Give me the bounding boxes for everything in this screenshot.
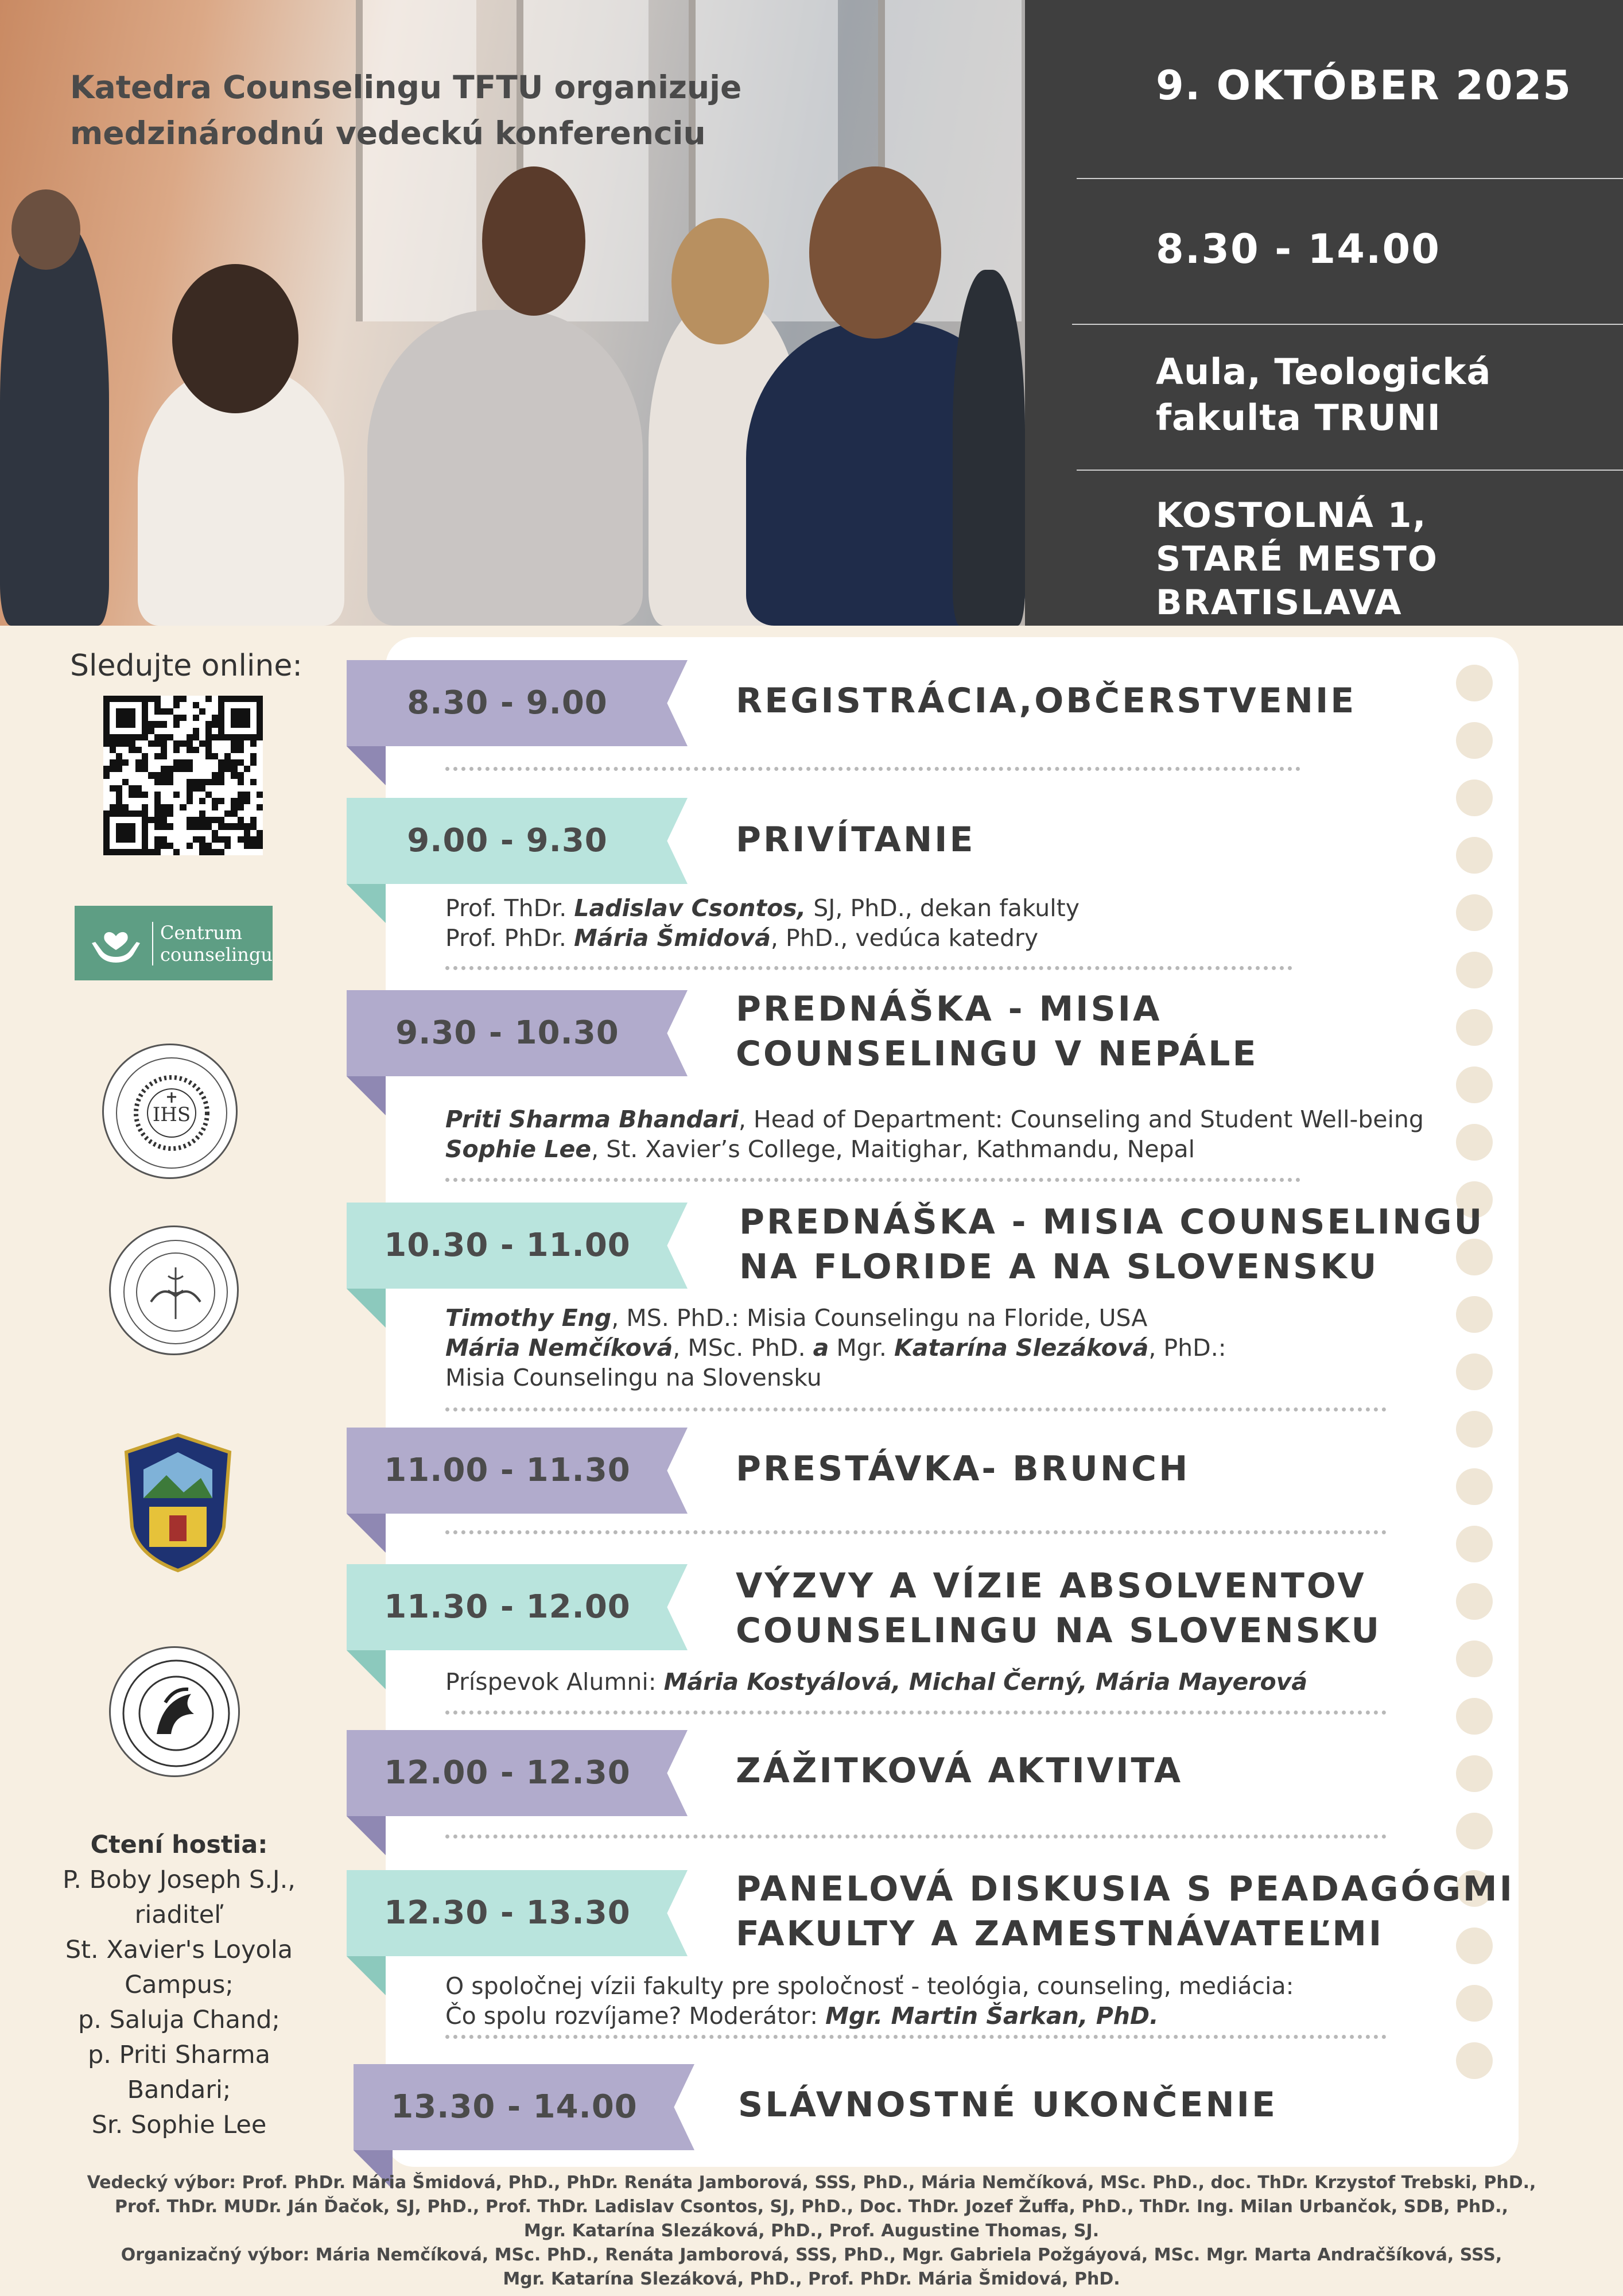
dotted-divider	[445, 767, 1300, 771]
committees-footer	[57, 2171, 1566, 2291]
slot-title-line: FAKULTY A ZAMESTNÁVATEĽMI	[736, 1914, 1384, 1954]
person-head	[172, 264, 298, 413]
time-tab	[347, 990, 688, 1076]
person-head	[482, 166, 585, 316]
detail-line	[445, 923, 1080, 953]
detail-text: , St. Xavier’s College, Maitighar, Kathmandu, Nepal	[591, 1135, 1195, 1163]
footer-line: Mgr. Katarína Slezáková, PhD., Prof. Augustine Thomas, SJ.	[523, 2221, 1100, 2241]
time-tab	[347, 1564, 688, 1650]
slot-title	[736, 1446, 1190, 1491]
notebook-dot	[1456, 2042, 1493, 2079]
divider	[1077, 470, 1623, 471]
slot-title	[736, 678, 1356, 723]
person-head	[11, 189, 80, 270]
slot-time: 9.30 - 10.30	[395, 1014, 619, 1052]
venue-line-1: Aula, Teologická	[1156, 351, 1492, 393]
detail-text: Mária Nemčíková	[445, 1334, 673, 1362]
slot-title-line: PRESTÁVKA- BRUNCH	[736, 1449, 1190, 1489]
detail-line	[445, 1667, 1307, 1697]
slot-title-line: SLÁVNOSTNÉ UKONČENIE	[738, 2085, 1278, 2125]
notebook-dot	[1456, 894, 1493, 931]
divider	[1077, 178, 1623, 179]
address-line-2: STARÉ MESTO	[1156, 539, 1438, 579]
notebook-dot	[1456, 1813, 1493, 1849]
time-tab	[347, 798, 688, 884]
footer-line: Vedecký výbor: Prof. PhDr. Mária Šmidová, PhD., PhDr. Renáta Jamborová, SSS, PhD., Mária Nemčíková, MSc. PhD., doc. ThDr. Krzystof Trebski, PhD.,	[87, 2173, 1536, 2193]
slot-title-line: PANELOVÁ DISKUSIA S PEADAGÓGMI	[736, 1869, 1515, 1909]
detail-text: Prof. PhDr.	[445, 924, 574, 952]
slot-details	[445, 1104, 1424, 1164]
notebook-dot	[1456, 1698, 1493, 1735]
guest-line: riaditeľ	[134, 1901, 224, 1929]
detail-text: Katarína Slezáková	[894, 1334, 1149, 1362]
centrum-counselingu-logo	[75, 906, 273, 980]
college-shield-icon	[115, 1429, 241, 1576]
event-time: 8.30 - 14.00	[1156, 226, 1440, 273]
detail-line	[445, 1134, 1424, 1164]
conference-intro	[70, 64, 873, 156]
detail-text: Sophie Lee	[445, 1135, 592, 1163]
detail-text: Ladislav Csontos,	[574, 894, 806, 922]
slot-title-line: COUNSELINGU NA SLOVENSKU	[736, 1611, 1382, 1651]
slot-title	[736, 1564, 1381, 1653]
time-tab	[347, 1870, 688, 1956]
slot-time: 13.30 - 14.00	[391, 2088, 638, 2126]
slot-title	[736, 817, 976, 862]
detail-text: Mgr.	[829, 1334, 894, 1362]
slot-details	[445, 1303, 1226, 1393]
guest-line: p. Priti Sharma	[88, 2041, 270, 2069]
guest-line: p. Saluja Chand;	[77, 2006, 281, 2034]
slot-details	[445, 893, 1080, 953]
detail-text: a	[813, 1334, 829, 1362]
time-tab	[354, 2064, 694, 2150]
guest-line: St. Xavier's Loyola	[65, 1936, 293, 1964]
detail-line: Misia Counselingu na Slovensku	[445, 1364, 822, 1391]
event-venue	[1156, 349, 1491, 441]
slot-title-line: VÝZVY A VÍZIE ABSOLVENTOV	[736, 1566, 1366, 1606]
person-head	[809, 166, 941, 339]
slot-time: 9.00 - 9.30	[407, 822, 608, 859]
footer-line: Mgr. Katarína Slezáková, PhD., Prof. PhDr. Mária Šmidová, PhD.	[503, 2269, 1120, 2289]
notebook-dot	[1456, 952, 1493, 988]
notebook-dot	[1456, 1985, 1493, 2022]
time-tab	[347, 660, 688, 746]
event-info-panel	[1025, 0, 1623, 626]
notebook-dot	[1456, 1640, 1493, 1677]
healing-hands-icon	[111, 1227, 240, 1357]
notebook-dot	[1456, 1066, 1493, 1103]
notebook-dot	[1456, 1468, 1493, 1505]
detail-text: Priti Sharma Bhandari	[445, 1106, 739, 1133]
window-pane	[356, 0, 476, 321]
notebook-dot	[1456, 722, 1493, 759]
slot-title-line: PREDNÁŠKA - MISIA COUNSELINGU	[739, 1202, 1485, 1242]
university-central-florida-seal	[109, 1646, 240, 1777]
notebook-dot	[1456, 1755, 1493, 1792]
guest-line: Campus;	[125, 1971, 234, 1999]
slot-details	[445, 1667, 1307, 1697]
detail-text: Mgr. Martin Šarkan, PhD.	[825, 2002, 1159, 2030]
detail-text: SJ, PhD., dekan fakulty	[806, 894, 1080, 922]
slot-time: 12.00 - 12.30	[384, 1754, 631, 1791]
slot-title-line: PRIVÍTANIE	[736, 820, 976, 860]
detail-text: , Head of Department: Counseling and Student Well-being	[738, 1106, 1424, 1133]
centrum-logo-text	[152, 922, 273, 965]
slot-title-line: COUNSELINGU V NEPÁLE	[736, 1034, 1259, 1074]
detail-text: Prof. ThDr.	[445, 894, 574, 922]
dotted-divider	[445, 1711, 1387, 1715]
detail-text: , MSc. PhD.	[673, 1334, 813, 1362]
detail-line	[445, 1104, 1424, 1134]
notebook-dot	[1456, 665, 1493, 701]
dotted-divider	[445, 1835, 1387, 1839]
slot-time: 10.30 - 11.00	[384, 1227, 631, 1264]
notebook-dot	[1456, 1411, 1493, 1448]
detail-text: , PhD., vedúca katedry	[770, 924, 1039, 952]
university-trnava-seal	[102, 1044, 238, 1179]
dotted-divider	[445, 1407, 1387, 1411]
slot-time: 8.30 - 9.00	[407, 684, 608, 722]
person-silhouette	[953, 270, 1025, 626]
notebook-dot	[1456, 1009, 1493, 1046]
notebook-dot	[1456, 1583, 1493, 1620]
intro-line-2: medzinárodnú vedeckú konferenciu	[70, 115, 706, 152]
slot-title-line: REGISTRÁCIA,OBČERSTVENIE	[736, 681, 1357, 721]
detail-text: , PhD.:	[1148, 1334, 1226, 1362]
detail-line	[445, 2001, 1294, 2031]
notebook-dot	[1456, 837, 1493, 874]
slot-title	[739, 1200, 1484, 1289]
dotted-divider	[445, 966, 1292, 970]
detail-text: , MS. PhD.: Misia Counselingu na Floride, USA	[611, 1304, 1148, 1332]
qr-code[interactable]	[103, 696, 263, 855]
slot-title	[736, 1748, 1183, 1793]
detail-line	[445, 1333, 1226, 1363]
ihs-sunburst-icon	[104, 1045, 239, 1181]
slot-title	[736, 1867, 1515, 1956]
event-address	[1156, 494, 1438, 625]
intro-line-1: Katedra Counselingu TFTU organizuje	[70, 69, 742, 106]
guests-title: Ctení hostia:	[90, 1830, 268, 1859]
dotted-divider	[445, 2035, 1387, 2039]
pegasus-icon	[111, 1648, 242, 1779]
time-tab	[347, 1730, 688, 1816]
notebook-dot	[1456, 1296, 1493, 1333]
venue-line-2: fakulta TRUNI	[1156, 397, 1441, 439]
online-label: Sledujte online:	[70, 649, 302, 683]
dotted-divider	[445, 1178, 1300, 1182]
detail-text: Príspevok Alumni:	[445, 1668, 664, 1696]
event-date: 9. OKTÓBER 2025	[1156, 62, 1572, 109]
footer-line: Prof. ThDr. MUDr. Ján Ďačok, SJ, PhD., Prof. ThDr. Ladislav Csontos, SJ, PhD., Doc. ThDr. Jozef Žuffa, PhD., ThDr. Ing. Milan Urbančok, SDB, PhD.,	[115, 2197, 1508, 2217]
hands-heart-icon	[87, 914, 145, 972]
divider	[1072, 324, 1623, 325]
notebook-dot	[1456, 1124, 1493, 1161]
person-head	[671, 218, 769, 344]
guest-line: Sr. Sophie Lee	[91, 2111, 267, 2139]
slot-title-line: PREDNÁŠKA - MISIA	[736, 989, 1162, 1029]
detail-line	[445, 893, 1080, 923]
slot-title	[738, 2082, 1278, 2127]
slot-time: 12.30 - 13.30	[384, 1894, 631, 1932]
detail-line	[445, 1303, 1226, 1333]
notebook-dot	[1456, 1353, 1493, 1390]
st-xavier-college-crest	[115, 1429, 241, 1576]
detail-text: Timothy Eng	[445, 1304, 612, 1332]
centrum-logo-line1: Centrum	[160, 922, 243, 944]
notebook-dot	[1456, 1526, 1493, 1562]
time-tab	[347, 1428, 688, 1514]
slot-title	[736, 987, 1258, 1076]
centrum-logo-line2: counselingu	[160, 944, 273, 965]
detail-text: Mária Kostyálová, Michal Černý, Mária Mayerová	[663, 1668, 1308, 1696]
slot-details	[445, 1971, 1294, 2031]
notebook-dot	[1456, 779, 1493, 816]
faculty-health-seal	[109, 1225, 239, 1355]
detail-text: Mária Šmidová	[574, 924, 771, 952]
footer-line: Organizačný výbor: Mária Nemčíková, MSc. PhD., Renáta Jamborová, SSS, PhD., Mgr. Gabriela Požgáyová, MSc. Mgr. Marta Andračšíková, SSS,	[121, 2245, 1502, 2265]
slot-time: 11.30 - 12.00	[384, 1588, 631, 1626]
address-line-3: BRATISLAVA	[1156, 583, 1403, 623]
person-silhouette	[0, 218, 109, 626]
slot-time: 11.00 - 11.30	[384, 1452, 631, 1489]
dotted-divider	[445, 1530, 1387, 1534]
slot-title-line: NA FLORIDE A NA SLOVENSKU	[739, 1247, 1379, 1287]
guests-section	[53, 1828, 305, 2143]
detail-line: O spoločnej vízii fakulty pre spoločnosť - teológia, counseling, mediácia:	[445, 1972, 1294, 2000]
time-tab	[347, 1203, 688, 1289]
slot-title-line: ZÁŽITKOVÁ AKTIVITA	[736, 1751, 1183, 1791]
address-line-1: KOSTOLNÁ 1,	[1156, 495, 1427, 536]
svg-text:IHS: IHS	[152, 1103, 191, 1126]
detail-text: Čo spolu rozvíjame? Moderátor:	[445, 2002, 826, 2030]
guest-line: Bandari;	[127, 2076, 231, 2104]
person-silhouette	[367, 310, 643, 626]
guest-line: P. Boby Joseph S.J.,	[63, 1865, 296, 1894]
